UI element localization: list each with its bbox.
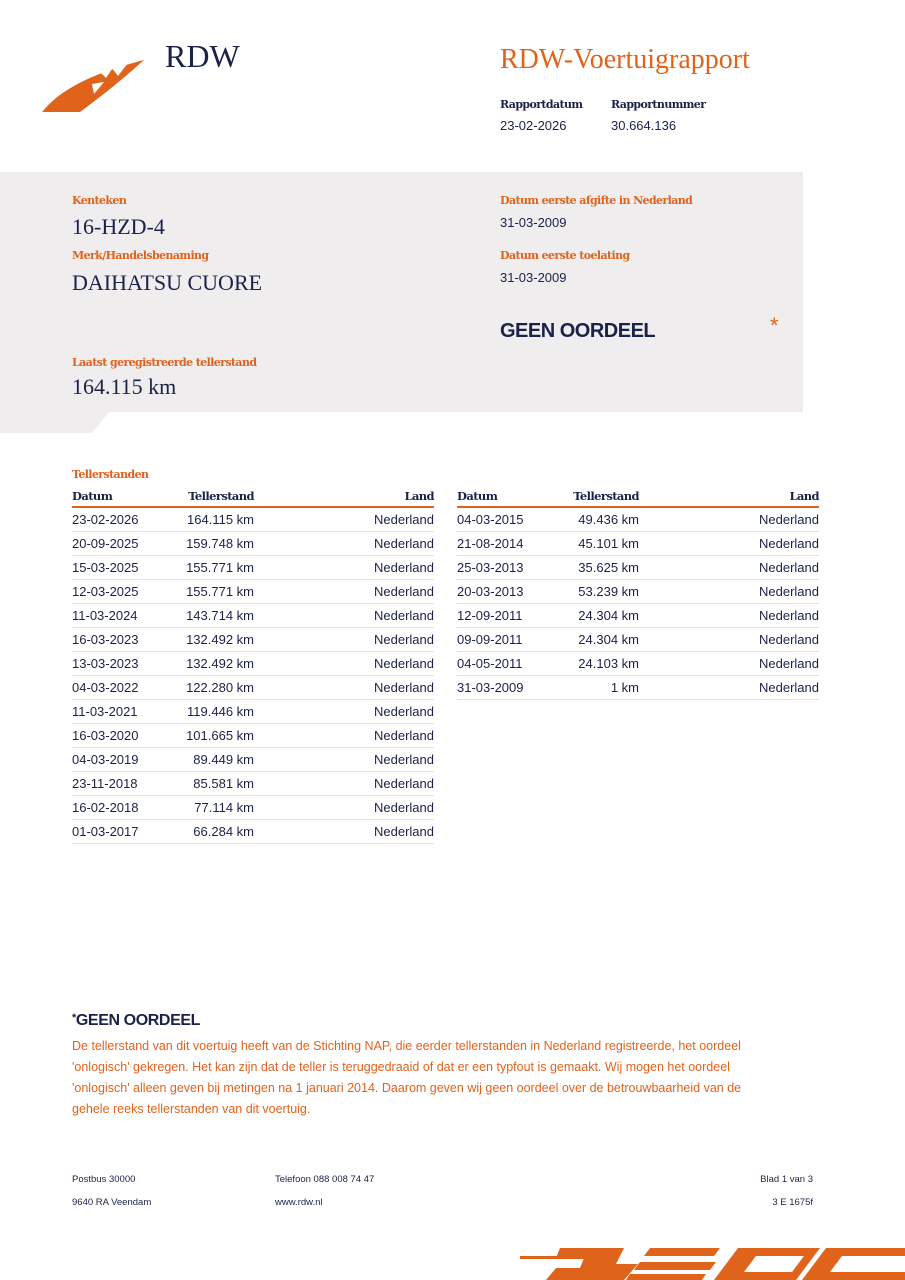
cell-land: Nederland	[254, 507, 434, 532]
footnote-title-text: GEEN OORDEEL	[75, 1012, 200, 1029]
cell-date: 01-03-2017	[72, 820, 182, 844]
cell-date: 04-03-2015	[457, 507, 567, 532]
cell-land: Nederland	[254, 700, 434, 724]
cell-km: 53.239 km	[567, 580, 639, 604]
cell-date: 23-11-2018	[72, 772, 182, 796]
cell-date: 20-09-2025	[72, 532, 182, 556]
table-row	[457, 604, 819, 628]
cell-land: Nederland	[639, 676, 819, 700]
col-km-header: Tellerstand	[567, 488, 639, 507]
cell-date: 12-09-2011	[457, 604, 567, 628]
table-row	[457, 628, 819, 652]
table-row	[457, 532, 819, 556]
cell-land: Nederland	[639, 628, 819, 652]
first-admission-label: Datum eerste toelating	[500, 249, 630, 262]
cell-date: 16-03-2020	[72, 724, 182, 748]
table-row	[72, 532, 434, 556]
table-row	[457, 652, 819, 676]
footer-address-1: Postbus 30000	[72, 1174, 136, 1185]
footnote-mark: *	[72, 1012, 76, 1024]
cell-km: 132.492 km	[182, 652, 254, 676]
footnote-body: De tellerstand van dit voertuig heeft van de Stichting NAP, die eerder tellerstanden in Nederland registreerde, het oordeel 'onlogisch' gekregen. Het kan zijn dat de teller is teruggedraaid of dat er een typfout is gemaakt. Wij mogen het oordeel 'onlogisch' alleen geven bij metingen na 1 januari 2014. Daarom geven wij geen oordeel over de betrouwbaarheid van de gehele reeks tellerstanden van dit voertuig.	[72, 1039, 742, 1116]
cell-land: Nederland	[254, 796, 434, 820]
cell-km: 24.304 km	[567, 628, 639, 652]
first-nl-label: Datum eerste afgifte in Nederland	[500, 194, 693, 207]
table-row	[72, 507, 434, 532]
cell-land: Nederland	[639, 580, 819, 604]
odometer-value: 164.115 km	[72, 374, 177, 399]
report-date-label: Rapportdatum	[500, 98, 583, 111]
report-date-value: 23-02-2026	[500, 118, 567, 133]
cell-km: 49.436 km	[567, 507, 639, 532]
table-row	[72, 748, 434, 772]
cell-km: 143.714 km	[182, 604, 254, 628]
readings-left-body	[72, 507, 434, 844]
cell-km: 24.304 km	[567, 604, 639, 628]
verdict-asterisk: *	[770, 313, 779, 338]
table-row	[72, 724, 434, 748]
cell-date: 16-02-2018	[72, 796, 182, 820]
table-row	[72, 772, 434, 796]
cell-land: Nederland	[639, 556, 819, 580]
table-row	[72, 628, 434, 652]
readings-table-right	[457, 488, 819, 700]
cell-date: 04-03-2022	[72, 676, 182, 700]
cell-km: 35.625 km	[567, 556, 639, 580]
cell-land: Nederland	[254, 676, 434, 700]
cell-date: 09-09-2011	[457, 628, 567, 652]
cell-date: 20-03-2013	[457, 580, 567, 604]
table-row	[457, 507, 819, 532]
cell-date: 11-03-2024	[72, 604, 182, 628]
report-number-label: Rapportnummer	[611, 98, 706, 111]
footer-address-2: 9640 RA Veendam	[72, 1197, 152, 1208]
cell-land: Nederland	[639, 507, 819, 532]
table-row	[72, 820, 434, 844]
footer-phone: Telefoon 088 008 74 47	[275, 1174, 375, 1185]
first-nl-value: 31-03-2009	[500, 215, 567, 230]
cell-km: 122.280 km	[182, 676, 254, 700]
panel-notch	[0, 411, 110, 433]
cell-km: 1 km	[567, 676, 639, 700]
cell-date: 21-08-2014	[457, 532, 567, 556]
cell-land: Nederland	[254, 604, 434, 628]
readings-table-left	[72, 488, 434, 844]
col-km-header: Tellerstand	[182, 488, 254, 507]
table-row	[72, 796, 434, 820]
cell-date: 11-03-2021	[72, 700, 182, 724]
cell-km: 101.665 km	[182, 724, 254, 748]
cell-date: 12-03-2025	[72, 580, 182, 604]
cell-km: 155.771 km	[182, 556, 254, 580]
cell-land: Nederland	[254, 556, 434, 580]
cell-km: 85.581 km	[182, 772, 254, 796]
cell-land: Nederland	[639, 532, 819, 556]
plate-label: Kenteken	[72, 194, 127, 207]
cell-land: Nederland	[254, 580, 434, 604]
cell-km: 77.114 km	[182, 796, 254, 820]
table-row	[72, 580, 434, 604]
rdw-logo-icon	[40, 56, 150, 114]
cell-km: 164.115 km	[182, 507, 254, 532]
table-row	[457, 676, 819, 700]
report-title: RDW-Voertuigrapport	[500, 44, 750, 75]
logo-text: RDW	[165, 38, 240, 74]
cell-land: Nederland	[639, 652, 819, 676]
first-admission-value: 31-03-2009	[500, 270, 567, 285]
cell-land: Nederland	[254, 820, 434, 844]
col-land-header: Land	[639, 488, 819, 507]
cell-land: Nederland	[254, 652, 434, 676]
table-row	[457, 580, 819, 604]
cell-land: Nederland	[254, 532, 434, 556]
cell-km: 155.771 km	[182, 580, 254, 604]
cell-date: 13-03-2023	[72, 652, 182, 676]
col-date-header: Datum	[457, 488, 567, 507]
brand-value: DAIHATSU CUORE	[72, 270, 263, 295]
cell-land: Nederland	[254, 628, 434, 652]
table-row	[72, 604, 434, 628]
table-row	[72, 700, 434, 724]
verdict-text: GEEN OORDEEL	[500, 320, 656, 342]
plate-value: 16-HZD-4	[72, 214, 165, 239]
table-row	[457, 556, 819, 580]
footer-code: 3 E 1675f	[772, 1197, 813, 1208]
cell-km: 45.101 km	[567, 532, 639, 556]
cell-date: 23-02-2026	[72, 507, 182, 532]
cell-date: 15-03-2025	[72, 556, 182, 580]
cell-land: Nederland	[254, 772, 434, 796]
report-number-value: 30.664.136	[611, 118, 677, 133]
cell-km: 119.446 km	[182, 700, 254, 724]
readings-right-body	[457, 507, 819, 700]
cell-date: 31-03-2009	[457, 676, 567, 700]
cell-land: Nederland	[254, 724, 434, 748]
table-row	[72, 676, 434, 700]
brand-label: Merk/Handelsbenaming	[72, 249, 209, 262]
cell-km: 89.449 km	[182, 748, 254, 772]
odometer-label: Laatst geregistreerde tellerstand	[72, 356, 257, 369]
cell-date: 16-03-2023	[72, 628, 182, 652]
cell-date: 04-03-2019	[72, 748, 182, 772]
cell-km: 132.492 km	[182, 628, 254, 652]
footer-website[interactable]: www.rdw.nl	[275, 1197, 323, 1208]
readings-title: Tellerstanden	[72, 468, 149, 481]
cell-date: 25-03-2013	[457, 556, 567, 580]
cell-date: 04-05-2011	[457, 652, 567, 676]
footer-page-number: Blad 1 van 3	[760, 1174, 813, 1185]
cell-land: Nederland	[639, 604, 819, 628]
cell-km: 66.284 km	[182, 820, 254, 844]
table-row	[72, 556, 434, 580]
footnote-title	[72, 1012, 200, 1030]
cell-land: Nederland	[254, 748, 434, 772]
col-land-header: Land	[254, 488, 434, 507]
col-date-header: Datum	[72, 488, 182, 507]
decorative-stripes-icon	[520, 1244, 905, 1280]
table-row	[72, 652, 434, 676]
cell-km: 159.748 km	[182, 532, 254, 556]
cell-km: 24.103 km	[567, 652, 639, 676]
